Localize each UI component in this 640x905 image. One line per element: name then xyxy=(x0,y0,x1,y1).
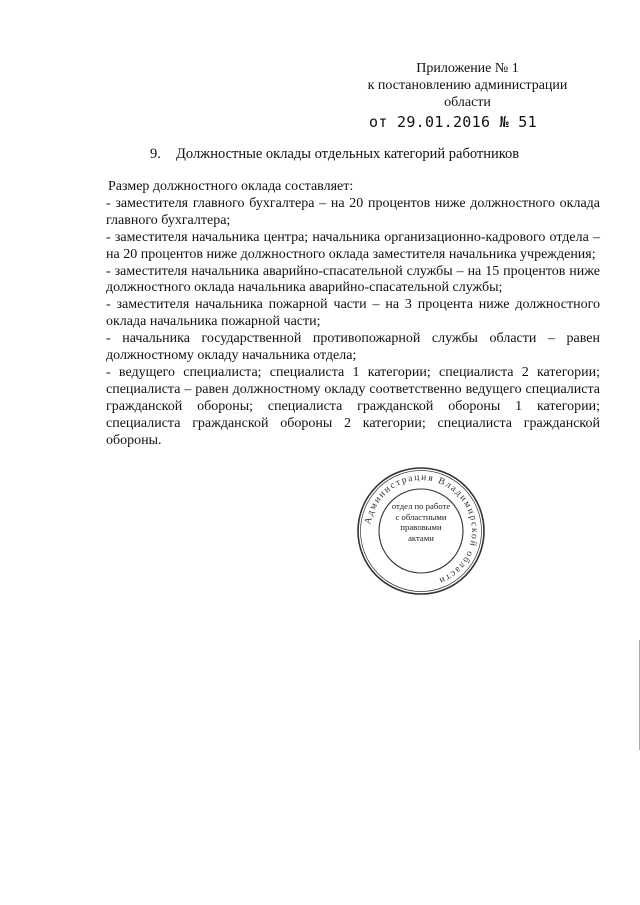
stamp-ring-text: Администрация Владимирской области xyxy=(362,471,481,587)
stamp-center-line: отдел по работе xyxy=(391,501,451,511)
list-item: - заместителя начальника аварийно-спасательной службы – на 15 процентов ниже должностного оклада начальника аварийно-спасательной службы; xyxy=(106,263,600,296)
appendix-title: Приложение № 1 xyxy=(416,61,519,76)
section-heading xyxy=(150,146,519,163)
list-item: - заместителя главного бухгалтера – на 20 процентов ниже должностного оклада главного бухгалтера; xyxy=(106,195,600,228)
list-item: - заместителя начальника пожарной части – на 3 процента ниже должностного оклада начальника пожарной части; xyxy=(106,297,600,330)
appendix-date: от 29.01.2016 № 51 xyxy=(369,113,537,131)
appendix-region: области xyxy=(444,95,491,110)
list-item: - начальника государственной противопожарной службы области – равен должностному окладу начальника отдела; xyxy=(106,331,600,364)
appendix-reference: к постановлению администрации xyxy=(367,78,568,93)
stamp-center-text xyxy=(371,501,471,543)
body-text xyxy=(72,179,600,450)
stamp-center-line: актами xyxy=(408,532,434,543)
appendix-header xyxy=(360,60,575,131)
section-title: Должностные оклады отдельных категорий работников xyxy=(176,146,520,162)
body-intro: Размер должностного оклада составляет: xyxy=(108,179,354,194)
stamp-center-line: с областными xyxy=(395,511,447,522)
stamp-center-line: правовыми xyxy=(400,522,442,532)
list-item: - ведущего специалиста; специалиста 1 категории; специалиста 2 категории; специалиста – равен должностному окладу соответственно ведущего специалиста гражданской обороны; специалиста гражданской обороны 1 категории; специалиста гражданской обороны 2 категории; специалиста гражданской обороны. xyxy=(106,364,600,448)
section-number: 9. xyxy=(150,146,161,162)
list-item: - заместителя начальника центра; начальника организационно-кадрового отдела – на 20 процентов ниже должностного оклада заместителя начальника учреждения; xyxy=(106,229,600,262)
official-stamp xyxy=(355,465,487,597)
